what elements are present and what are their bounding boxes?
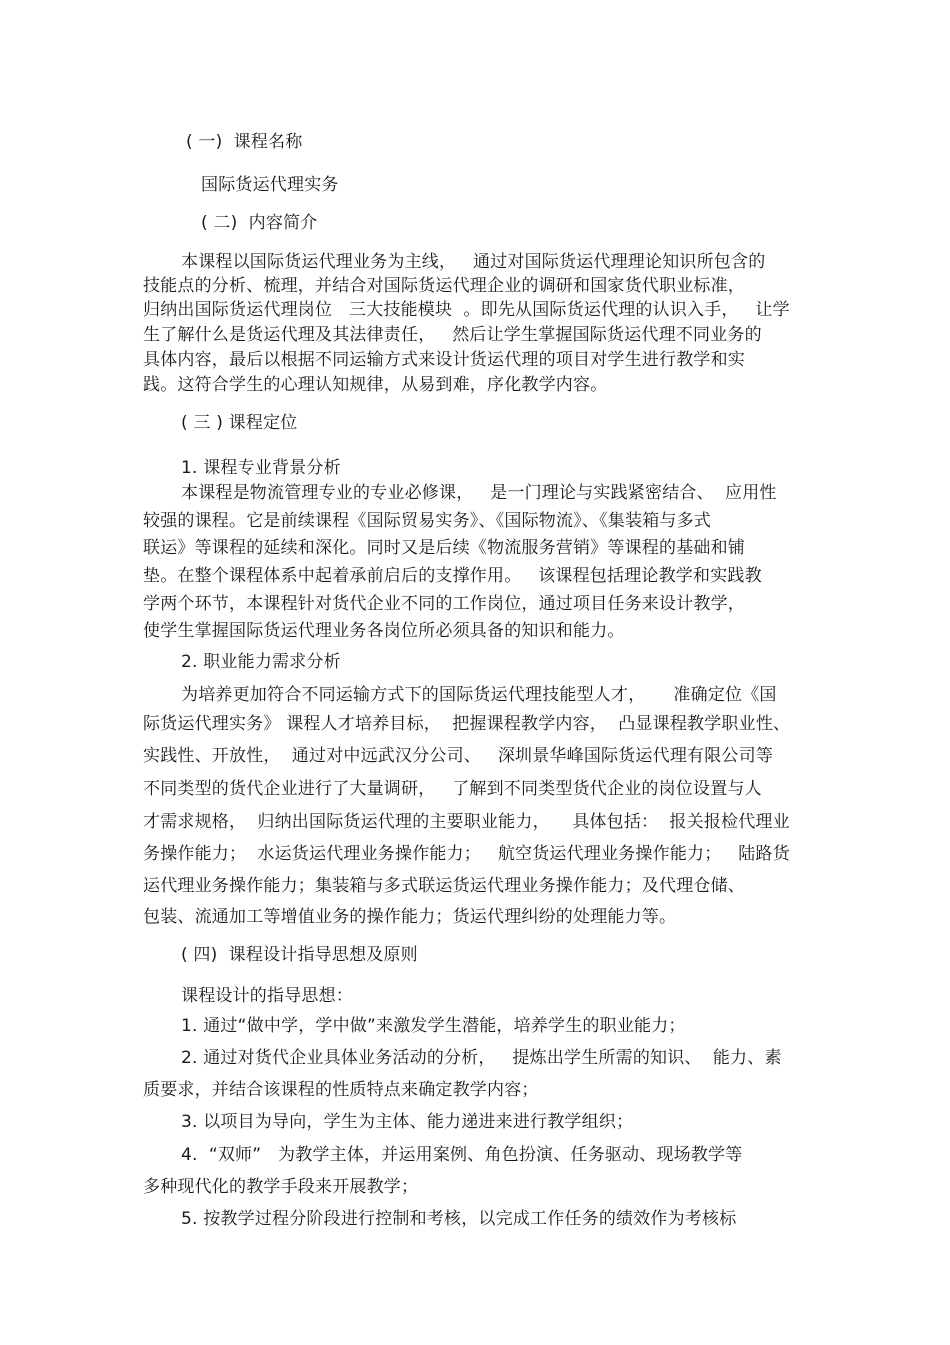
paragraph-line: 践。这符合学生的心理认知规律，从易到难，序化教学内容。	[143, 375, 608, 395]
list-item: 4. “双师” 为教学主体，并运用案例、角色扮演、任务驱动、现场教学等	[181, 1145, 743, 1165]
section-heading: ( 二) 内容简介	[201, 213, 318, 233]
paragraph-line: 技能点的分析、梳理，并结合对国际货运代理企业的调研和国家货代职业标准，	[143, 276, 745, 296]
list-item: 2. 通过对货代企业具体业务活动的分析， 提炼出学生所需的知识、 能力、素	[181, 1048, 782, 1068]
paragraph-line: 本课程是物流管理专业的专业必修课， 是一门理论与实践紧密结合、 应用性	[181, 483, 777, 503]
paragraph-line: 学两个环节，本课程针对货代企业不同的工作岗位，通过项目任务来设计教学，	[143, 594, 745, 614]
paragraph-line: 务操作能力； 水运货运代理业务操作能力； 航空货运代理业务操作能力； 陆路货	[143, 844, 790, 864]
section-heading: ( 一) 课程名称	[186, 132, 303, 152]
paragraph-line: 为培养更加符合不同运输方式下的国际货运代理技能型人才， 准确定位《国	[181, 685, 777, 705]
paragraph-line: 际货运代理实务》 课程人才培养目标， 把握课程教学内容， 凸显课程教学职业性、	[143, 714, 791, 734]
paragraph-line: 联运》等课程的延续和深化。同时又是后续《物流服务营销》等课程的基础和铺	[143, 538, 745, 558]
paragraph-line: 较强的课程。它是前续课程《国际贸易实务》、《国际物流》、《集装箱与多式	[143, 511, 711, 531]
paragraph-line: 不同类型的货代企业进行了大量调研， 了解到不同类型货代企业的岗位设置与人	[143, 779, 762, 799]
list-item: 3. 以项目为导向，学生为主体、能力递进来进行教学组织；	[181, 1112, 634, 1132]
sub-heading: 2. 职业能力需求分析	[181, 652, 341, 672]
paragraph-line: 才需求规格， 归纳出国际货运代理的主要职业能力， 具体包括： 报关报检代理业	[143, 812, 790, 832]
list-item: 1. 通过“做中学，学中做”来激发学生潜能，培养学生的职业能力；	[181, 1016, 686, 1036]
paragraph-line: 归纳出国际货运代理岗位 三大技能模块 。即先从国际货运代理的认识入手， 让学	[143, 300, 790, 320]
paragraph-line: 具体内容，最后以根据不同运输方式来设计货运代理的项目对学生进行教学和实	[143, 350, 745, 370]
paragraph-line: 运代理业务操作能力；集装箱与多式联运货运代理业务操作能力；及代理仓储、	[143, 876, 745, 896]
paragraph-line: 实践性、开放性， 通过对中远武汉分公司、 深圳景华峰国际货运代理有限公司等	[143, 746, 774, 766]
paragraph-line: 本课程以国际货运代理业务为主线， 通过对国际货运代理理论知识所包含的	[181, 252, 766, 272]
paragraph-line: 生了解什么是货运代理及其法律责任， 然后让学生掌握国际货运代理不同业务的	[143, 325, 762, 345]
course-name: 国际货运代理实务	[201, 175, 339, 195]
paragraph-line: 使学生掌握国际货运代理业务各岗位所必须具备的知识和能力。	[143, 621, 625, 641]
section-heading: ( 三 ) 课程定位	[181, 413, 298, 433]
section-heading: ( 四) 课程设计指导思想及原则	[181, 945, 418, 965]
paragraph-line: 垫。在整个课程体系中起着承前启后的支撑作用。 该课程包括理论教学和实践教	[143, 566, 762, 586]
sub-heading: 1. 课程专业背景分析	[181, 458, 341, 478]
paragraph-line: 质要求，并结合该课程的性质特点来确定教学内容；	[143, 1080, 539, 1100]
list-item: 5. 按教学过程分阶段进行控制和考核，以完成工作任务的绩效作为考核标	[181, 1209, 737, 1229]
paragraph-line: 多种现代化的教学手段来开展教学；	[143, 1177, 419, 1197]
paragraph-line: 包装、流通加工等增值业务的操作能力；货运代理纠纷的处理能力等。	[143, 907, 677, 927]
paragraph-line: 课程设计的指导思想：	[181, 986, 353, 1006]
